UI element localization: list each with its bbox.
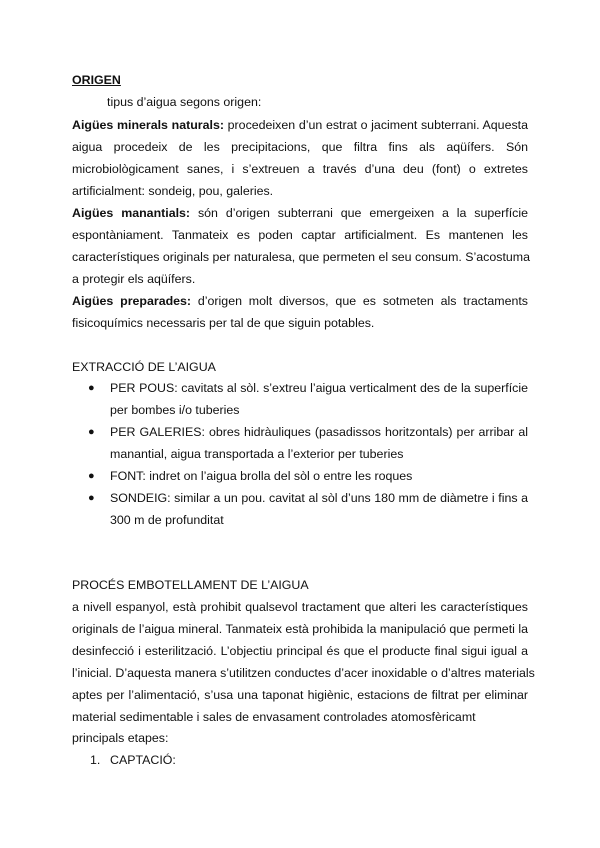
section-heading-extraccio: EXTRACCIÓ DE L’AIGUA (72, 360, 216, 374)
section-heading-origen: ORIGEN (72, 73, 121, 87)
bullet-icon: ● (88, 492, 95, 504)
list-item-pous-line-2: per bombes i/o tuberies (110, 403, 240, 417)
proces-line-6: material sedimentable i sales de envasament controlades atomosfèricamt (72, 710, 476, 724)
bullet-icon: ● (88, 382, 95, 394)
paragraph-preparades-line-2: fisicoquímics necessaris per tal de que siguin potables. (72, 316, 375, 330)
term-manantials: Aigües manantials: (72, 206, 191, 220)
term-minerals: Aigües minerals naturals: (72, 118, 224, 132)
list-item-galeries-line-2: manantial, aigua transportada a l’exterior per tuberies (110, 447, 404, 461)
paragraph-preparades-line-1: Aigües preparades: d’origen molt diversos, que es sotmeten als tractaments (72, 294, 528, 308)
term-preparades: Aigües preparades: (72, 294, 192, 308)
proces-line-3: desinfecció i esterilització. L’objectiu principal és que el producte final sigui igual a (72, 644, 528, 658)
list-item-galeries-line-1: PER GALERIES: obres hidràuliques (pasadissos horitzontals) per arribar al (110, 425, 528, 439)
section-heading-proces: PROCÉS EMBOTELLAMENT DE L’AIGUA (72, 578, 309, 592)
paragraph-manantials-line-1: Aigües manantials: són d’origen subterrani que emergeixen a la superfície (72, 206, 528, 220)
proces-line-1: a nivell espanyol, està prohibit qualsevol tractament que alteri les característiques (72, 600, 528, 614)
bullet-icon: ● (88, 470, 95, 482)
list-item-font-line-1: FONT: indret on l’aigua brolla del sòl o entre les roques (110, 469, 413, 483)
proces-line-2: originals de l’aigua mineral. Tanmateix està prohibida la manipulació que permeti la (72, 622, 528, 636)
paragraph-minerals-line-1: Aigües minerals naturals: procedeixen d’un estrat o jaciment subterrani. Aquesta (72, 118, 528, 132)
paragraph-manantials-line-4: a protegir els aqüífers. (72, 272, 196, 286)
list-item-sondeig-line-1: SONDEIG: similar a un pou. cavitat al sòl d’uns 180 mm de diàmetre i fins a (110, 491, 528, 505)
list-item-pous-line-1: PER POUS: cavitats al sòl. s’extreu l’aigua verticalment des de la superfície (110, 381, 528, 395)
list-item-sondeig-line-2: 300 m de profunditat (110, 513, 224, 527)
step-number: 1. (90, 753, 101, 767)
paragraph-manantials-line-3: característiques originals per naturalesa, que permeten el seu consum. S’acostuma (72, 250, 531, 264)
paragraph-minerals-line-4: artificialment: sondeig, pou, galeries. (72, 184, 274, 198)
paragraph-minerals-line-2: aigua procedeix de les precipitacions, que filtra fins als aqüífers. Són (72, 140, 528, 154)
step-captacio: CAPTACIÓ: (110, 753, 176, 767)
paragraph-minerals-line-3: microbiològicament sanes, i s’extreuen a través d’una deu (font) o extretes (72, 162, 528, 176)
proces-line-4: l’inicial. D’aquesta manera s’utilitzen conductes d’acer inoxidable o d’altres materials (72, 666, 535, 680)
origen-intro: tipus d’aigua segons origen: (107, 95, 262, 109)
bullet-icon: ● (88, 426, 95, 438)
paragraph-manantials-line-2: espontàniament. Tanmateix es poden captar artificialment. Es mantenen les (72, 228, 528, 242)
proces-line-5: aptes per l’alimentació, s’usa una taponat higiènic, estacions de filtrat per eliminar (72, 688, 528, 702)
proces-etapes-label: principals etapes: (72, 731, 169, 745)
